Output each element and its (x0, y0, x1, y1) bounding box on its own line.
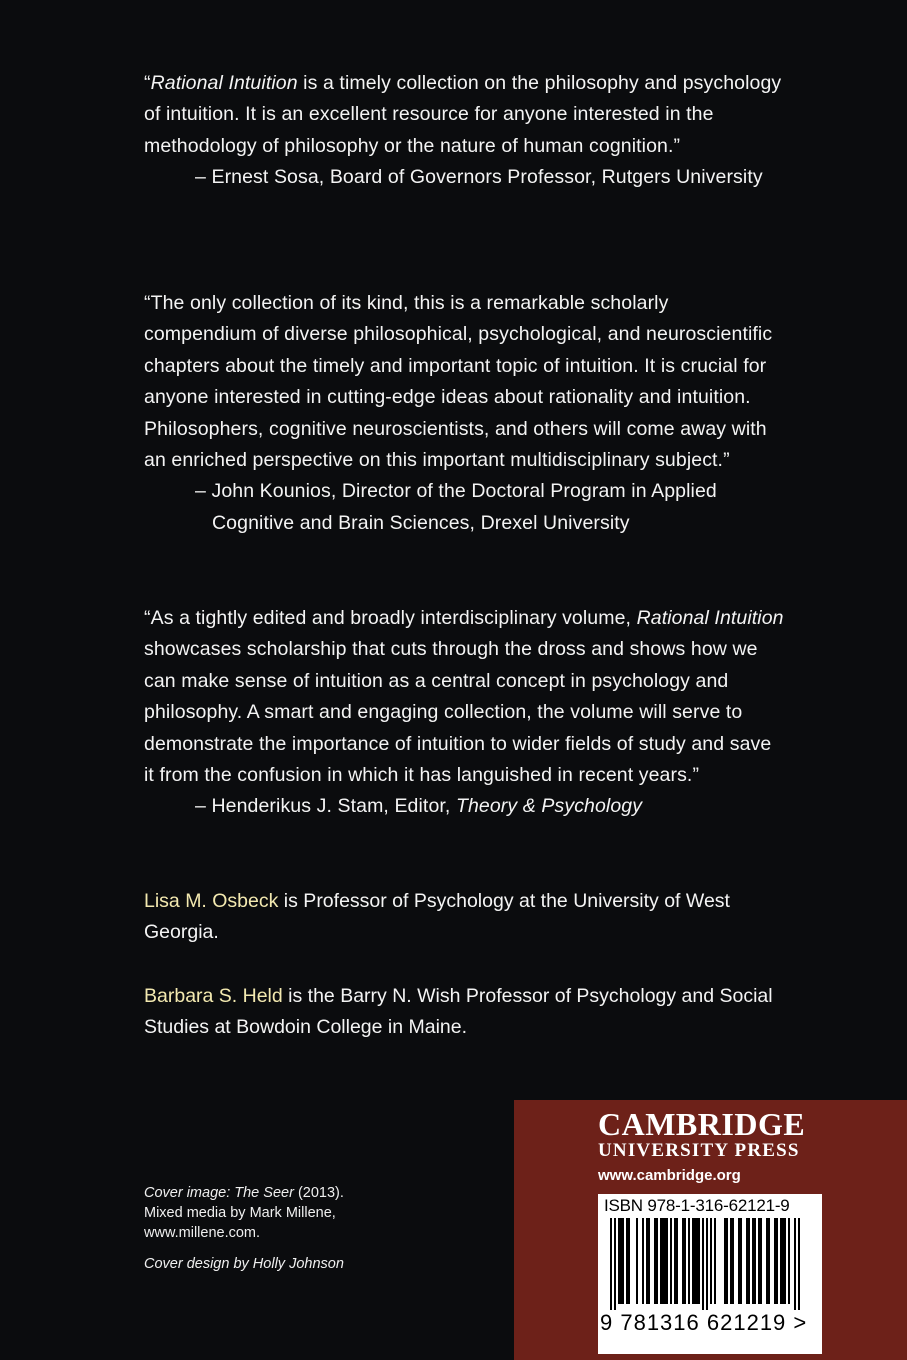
barcode-bar (682, 1218, 684, 1304)
barcode-bars (610, 1218, 810, 1314)
publisher-press: UNIVERSITY PRESS (598, 1140, 800, 1161)
quote-attribution: – John Kounios, Director of the Doctoral Program in Applied Cognitive and Brain Sciences, Drexel University (195, 480, 717, 534)
barcode-bar (784, 1218, 786, 1304)
publisher-panel (514, 1100, 907, 1360)
barcode-bar (760, 1218, 762, 1304)
quote-text: “As a tightly edited and broadly interdisciplinary volume, Rational Intuition showcases scholarship that cuts through the dross and shows how we can make sense of intuition as a central concept in psychology and philosophy. A smart and engaging collection, the volume will serve to demonstrate the importance of intuition to wider fields of study and save it from the confusion in which it has languished in recent years.” (144, 607, 784, 787)
quote-kounios (144, 288, 784, 539)
barcode-bar (666, 1218, 668, 1304)
barcode-bar (766, 1218, 768, 1304)
barcode-bar (730, 1218, 732, 1304)
barcode-bar (740, 1218, 742, 1304)
barcode-bar (780, 1218, 782, 1304)
book-title: Rational Intuition (150, 72, 298, 94)
barcode-bar (642, 1218, 644, 1304)
barcode-bar (738, 1218, 740, 1304)
barcode-bar (646, 1218, 648, 1304)
publisher-name: CAMBRIDGE (598, 1106, 806, 1142)
barcode-bar (628, 1218, 630, 1304)
barcode-bar (710, 1218, 712, 1304)
barcode-bar (622, 1218, 624, 1304)
barcode-bar (614, 1218, 616, 1310)
publisher-url: www.cambridge.org (598, 1167, 741, 1184)
barcode-bar (684, 1218, 686, 1304)
barcode-bar (758, 1218, 760, 1304)
author-name: Barbara S. Held (144, 985, 283, 1007)
barcode-bar (794, 1218, 796, 1310)
barcode-bar (636, 1218, 638, 1304)
quote-attribution: – Ernest Sosa, Board of Governors Professor, Rutgers University (195, 166, 763, 189)
bio-text: is the Barry N. Wish Professor of Psychology and Social Studies at Bowdoin College in Maine. (144, 985, 773, 1039)
barcode-bar (788, 1218, 790, 1304)
ean-digits: 9 781316 621219 > (600, 1310, 808, 1335)
isbn-barcode (598, 1194, 822, 1354)
barcode-bar (674, 1218, 676, 1304)
barcode-bar (626, 1218, 628, 1304)
barcode-bar (664, 1218, 666, 1304)
barcode-bar (724, 1218, 726, 1304)
bio-held (144, 981, 784, 1044)
cover-image-credit: Cover image: The Seer (2013). (144, 1185, 344, 1201)
bio-text: is Professor of Psychology at the University of West Georgia. (144, 890, 730, 944)
barcode-bar (676, 1218, 678, 1304)
quote-text: “The only collection of its kind, this is a remarkable scholarly compendium of diverse philosophical, psychological, and neuroscientific chapters about the timely and important topic of intuition. It is crucial for anyone interested in cutting-edge ideas about rationality and intuition. Philosophers, cognitive neuroscientists, and others will come away with an enriched perspective on this important multidisciplinary subject.” (144, 292, 773, 472)
barcode-bar (692, 1218, 694, 1304)
barcode-bar (726, 1218, 728, 1304)
barcode-bar (714, 1218, 716, 1304)
barcode-bar (768, 1218, 770, 1304)
barcode-bar (748, 1218, 750, 1304)
barcode-bar (662, 1218, 664, 1304)
barcode-bar (620, 1218, 622, 1304)
barcode-bar (660, 1218, 662, 1304)
barcode-bar (618, 1218, 620, 1304)
barcode-bar (698, 1218, 700, 1304)
barcode-bar (694, 1218, 696, 1304)
barcode-bar (688, 1218, 690, 1304)
cover-credits: Cover image: The Seer (2013). Mixed media by Mark Millene, www.millene.com. Cover design by Holly Johnson (144, 1183, 444, 1274)
barcode-bar (656, 1218, 658, 1304)
barcode-bar (702, 1218, 704, 1310)
author-name: Lisa M. Osbeck (144, 890, 279, 912)
barcode-bar (654, 1218, 656, 1304)
barcode-bar (782, 1218, 784, 1304)
barcode-bar (754, 1218, 756, 1304)
quote-stam (144, 603, 784, 823)
barcode-bar (746, 1218, 748, 1304)
barcode-bar (648, 1218, 650, 1304)
isbn-label: ISBN 978-1-316-62121-9 (604, 1196, 790, 1215)
barcode-bar (610, 1218, 612, 1310)
barcode-bar (670, 1218, 672, 1304)
cover-design-credit: Cover design by Holly Johnson (144, 1256, 344, 1272)
barcode-bar (696, 1218, 698, 1304)
quote-text: “Rational Intuition is a timely collection on the philosophy and psychology of intuition. It is an excellent resource for anyone interested in the methodology of philosophy or the nature of human cognition.” (144, 72, 782, 157)
quote-attribution: – Henderikus J. Stam, Editor, Theory & Psychology (195, 795, 643, 818)
bio-osbeck (144, 886, 784, 949)
barcode-bar (776, 1218, 778, 1304)
barcode-bar (706, 1218, 708, 1310)
barcode-bar (774, 1218, 776, 1304)
barcode-bar (732, 1218, 734, 1304)
barcode-bar (752, 1218, 754, 1304)
journal-title: Theory & Psychology (455, 795, 643, 818)
book-title: Rational Intuition (636, 607, 784, 629)
quote-sosa (144, 68, 784, 194)
barcode-bar (798, 1218, 800, 1310)
